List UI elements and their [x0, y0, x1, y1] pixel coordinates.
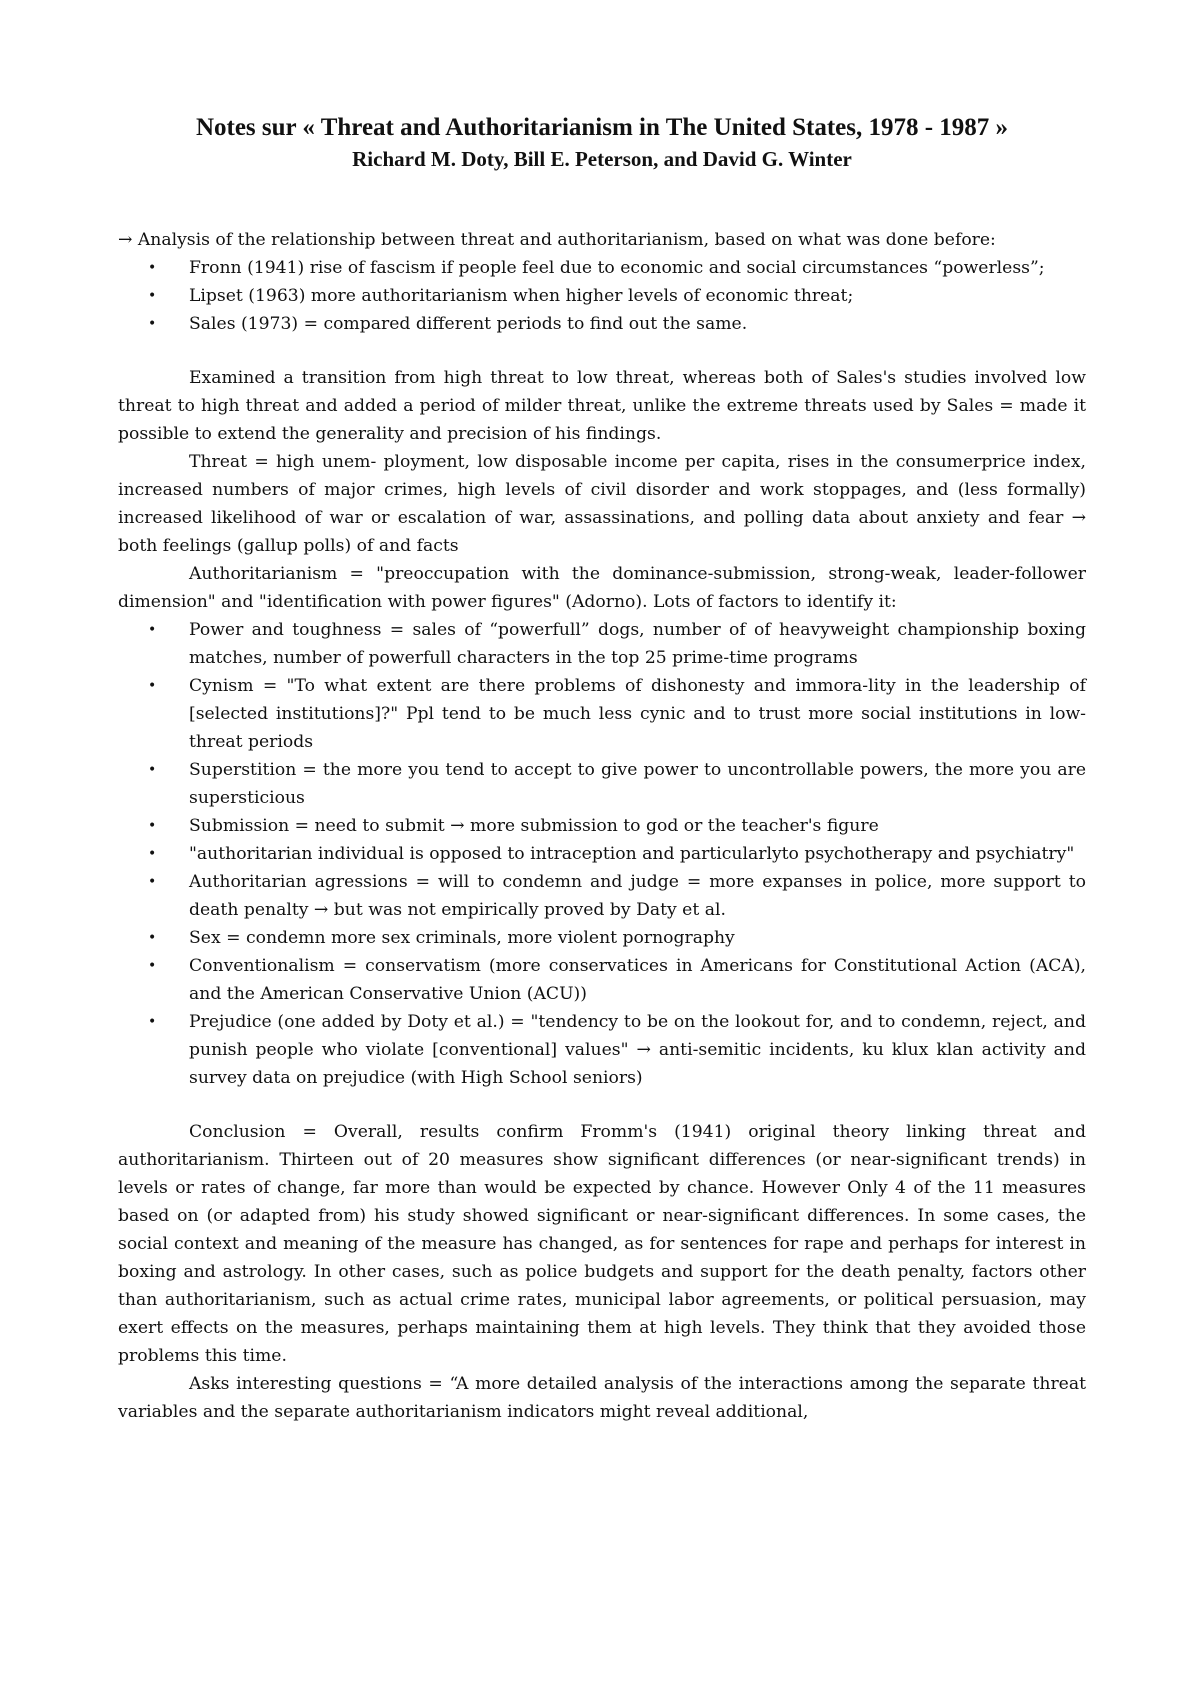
list-item: • Power and toughness = sales of “powerfull” dogs, number of of heavyweight championship boxing matches, number of powerfull characters in the top 25 prime-time programs [118, 616, 1086, 672]
intro-line: → Analysis of the relationship between threat and authoritarianism, based on what was done before: [118, 230, 996, 250]
paragraph-questions: Asks interesting questions = “A more detailed analysis of the interactions among the separate threat variables and the separate authoritarianism indicators might reveal additional, [118, 1374, 1086, 1422]
prior-work-list [118, 254, 1086, 338]
list-item: • Authoritarian agressions = will to condemn and judge = more expanses in police, more support to death penalty → but was not empirically proved by Daty et al. [118, 868, 1086, 924]
bullet-icon: • [148, 678, 157, 694]
list-item: • Prejudice (one added by Doty et al.) = "tendency to be on the lookout for, and to condemn, reject, and punish people who violate [conventional] values" → anti-semitic incidents, ku klux klan activity and survey data on prejudice (with High School seniors) [118, 1008, 1086, 1092]
bullet-icon: • [148, 762, 157, 778]
list-item: • Conventionalism = conservatism (more conservatices in Americans for Constitutional Action (ACA), and the American Conservative Union (ACU)) [118, 952, 1086, 1008]
factors-list [118, 616, 1086, 1092]
list-item: • Submission = need to submit → more submission to god or the teacher's figure [118, 812, 1086, 840]
bullet-icon: • [148, 1014, 157, 1030]
bullet-icon: • [148, 818, 157, 834]
bullet-icon: • [148, 316, 157, 332]
list-item: • "authoritarian individual is opposed to intraception and particularlyto psychotherapy and psychiatry" [118, 840, 1086, 868]
list-item: • Fronn (1941) rise of fascism if people feel due to economic and social circumstances “powerless”; [118, 254, 1086, 282]
bullet-icon: • [148, 958, 157, 974]
bullet-icon: • [148, 874, 157, 890]
list-item: • Sales (1973) = compared different periods to find out the same. [118, 310, 1086, 338]
bullet-icon: • [148, 260, 157, 276]
list-item: • Superstition = the more you tend to accept to give power to uncontrollable powers, the more you are supersticious [118, 756, 1086, 812]
paragraph-authoritarianism: Authoritarianism = "preoccupation with the dominance-submission, strong-weak, leader-follower dimension" and "identification with power figures" (Adorno). Lots of factors to identify it: [118, 564, 1086, 612]
bullet-icon: • [148, 930, 157, 946]
bullet-icon: • [148, 622, 157, 638]
bullet-icon: • [148, 288, 157, 304]
list-item: • Sex = condemn more sex criminals, more violent pornography [118, 924, 1086, 952]
document-authors: Richard M. Doty, Bill E. Peterson, and David G. Winter [352, 147, 852, 171]
list-item: • Cynism = "To what extent are there problems of dishonesty and immora-lity in the leadership of [selected institutions]?" Ppl tend to be much less cynic and to trust more social institutions in low-threat periods [118, 672, 1086, 756]
paragraph-threat: Threat = high unem- ployment, low disposable income per capita, rises in the consumerprice index, increased numbers of major crimes, high levels of civil disorder and work stoppages, and (less formally) increased likelihood of war or escalation of war, assassinations, and polling data about anxiety and fear → both feelings (gallup polls) of and facts [118, 452, 1086, 556]
list-item: • Lipset (1963) more authoritarianism when higher levels of economic threat; [118, 282, 1086, 310]
bullet-icon: • [148, 846, 157, 862]
paragraph-conclusion: Conclusion = Overall, results confirm Fromm's (1941) original theory linking threat and authoritarianism. Thirteen out of 20 measures show significant differences (or near-significant trends) in levels or rates of change, far more than would be expected by chance. However Only 4 of the 11 measures based on (or adapted from) his study showed significant or near-significant differences. In some cases, the social context and meaning of the measure has changed, as for sentences for rape and perhaps for interest in boxing and astrology. In other cases, such as police budgets and support for the death penalty, factors other than authoritarianism, such as actual crime rates, municipal labor agreements, or political persuasion, may exert effects on the measures, perhaps maintaining them at high levels. They think that they avoided those problems this time. [118, 1122, 1086, 1366]
document-title: Notes sur « Threat and Authoritarianism in The United States, 1978 - 1987 » [195, 114, 1009, 141]
paragraph-examined: Examined a transition from high threat to low threat, whereas both of Sales's studies involved low threat to high threat and added a period of milder threat, unlike the extreme threats used by Sales = made it possible to extend the generality and precision of his findings. [118, 368, 1086, 444]
